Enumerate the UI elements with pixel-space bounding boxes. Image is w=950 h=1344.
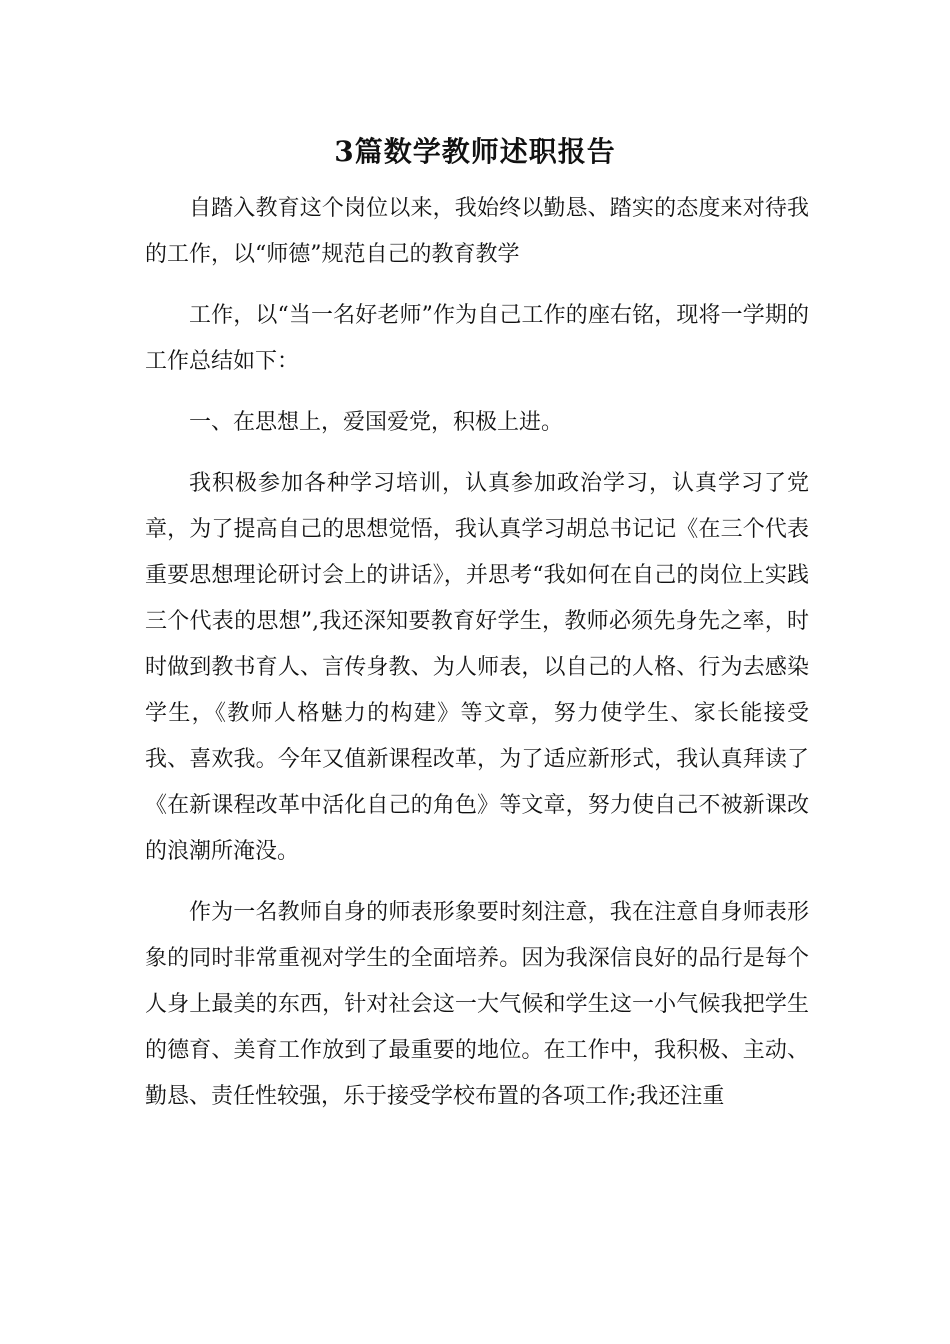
paragraph-intro: 自踏入教育这个岗位以来，我始终以勤恳、踏实的态度来对待我的工作，以“师德”规范自己的教育教学	[145, 196, 809, 267]
paragraph-teacher-image: 作为一名教师自身的师表形象要时刻注意，我在注意自身师表形象的同时非常重视对学生的全面培养。因为我深信良好的品行是每个人身上最美的东西，针对社会这一大气候和学生这一小气候我把学生的德育、美育工作放到了最重要的地位。在工作中，我积极、主动、勤恳、责任性较强，乐于接受学校布置的各项工作;我还注重	[145, 900, 809, 1109]
document-title: 3篇数学教师述职报告	[334, 135, 616, 168]
section-heading-thought: 一、在思想上，爱国爱党，积极上进。	[189, 410, 564, 435]
document-body	[145, 186, 809, 1135]
paragraph-study: 我积极参加各种学习培训，认真参加政治学习，认真学习了党章，为了提高自己的思想觉悟，我认真学习胡总书记记《在三个代表重要思想理论研讨会上的讲话》，并思考“我如何在自己的岗位上实践三个代表的思想”,我还深知要教育好学生，教师必须先身先之率，时时做到教书育人、言传身教、为人师表，以自己的人格、行为去感染学生，《教师人格魅力的构建》等文章，努力使学生、家长能接受我、喜欢我。今年又值新课程改革，为了适应新形式，我认真拜读了《在新课程改革中活化自己的角色》等文章，努力使自己不被新课改的浪潮所淹没。	[145, 471, 809, 864]
paragraph-intro-continued: 工作，以“当一名好老师”作为自己工作的座右铭，现将一学期的工作总结如下：	[145, 303, 809, 374]
